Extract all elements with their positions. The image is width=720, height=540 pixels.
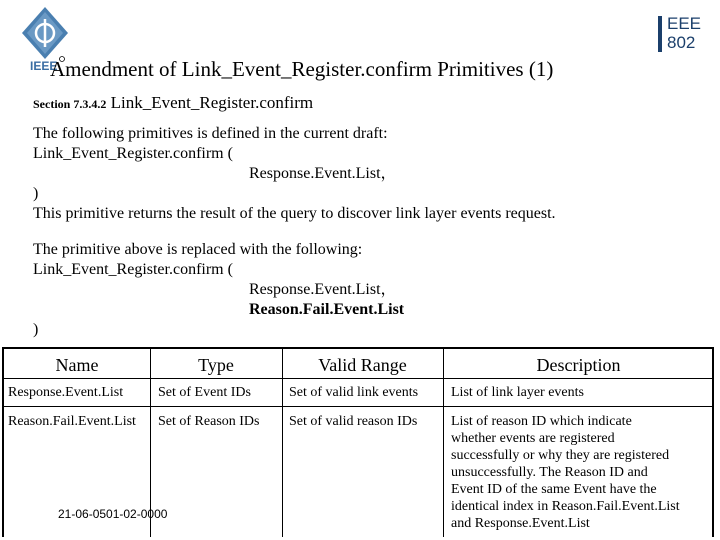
current-draft-intro: The following primitives is defined in the current draft:: [33, 125, 388, 142]
table-header-name: Name: [55, 355, 99, 375]
table-header-description: Description: [536, 355, 621, 375]
current-draft-signature: Link_Event_Register.confirm (: [33, 145, 233, 162]
table-header-type: Type: [198, 355, 234, 375]
table-header-range: Valid Range: [318, 355, 407, 375]
ieee802-logo: [658, 14, 702, 54]
ieee802-bar: [658, 16, 662, 52]
ieee-logo-text: IEEE: [30, 59, 58, 73]
replacement-param-2: Reason.Fail.Event.List: [249, 301, 405, 318]
table-row-divider: [4, 378, 712, 379]
table-row-2-type: Set of Reason IDs: [158, 414, 260, 429]
description-line: whether events are registered: [451, 431, 615, 446]
current-draft-param: Response.Event.List，: [249, 165, 397, 182]
description-line: List of reason ID which indicate: [451, 414, 632, 429]
replacement-close: ): [33, 321, 39, 338]
section-heading: [33, 93, 313, 113]
table-row-1-name: Response.Event.List: [8, 385, 124, 400]
table-row-2-description: [451, 413, 713, 532]
description-line: and Response.Event.List: [451, 516, 590, 531]
description-line: identical index in Reason.Fail.Event.List: [451, 499, 680, 514]
table-row-2-name: Reason.Fail.Event.List: [8, 414, 136, 429]
current-draft-block: [33, 124, 713, 224]
replacement-block: [33, 240, 713, 340]
section-number: Section 7.3.4.2: [33, 97, 107, 111]
replacement-intro: The primitive above is replaced with the following:: [33, 241, 363, 258]
document-code: 21-06-0501-02-0000: [58, 507, 168, 521]
current-draft-description: This primitive returns the result of the query to discover link layer events request.: [33, 205, 556, 222]
slide-title: Amendment of Link_Event_Register.confirm Primitives (1): [50, 57, 554, 81]
current-draft-close: ): [33, 185, 39, 202]
section-name: Link_Event_Register.confirm: [110, 93, 314, 112]
replacement-signature: Link_Event_Register.confirm (: [33, 261, 233, 278]
table-row-1-description: List of link layer events: [451, 385, 584, 400]
replacement-param-1: Response.Event.List，: [249, 281, 397, 298]
ieee802-line-1: EEE: [667, 14, 702, 33]
description-line: unsuccessfully. The Reason ID and: [451, 465, 648, 480]
description-line: successfully or why they are registered: [451, 448, 670, 463]
ieee802-line-2: 802: [667, 33, 696, 52]
table-row-2-range: Set of valid reason IDs: [289, 414, 418, 429]
table-row-1-type: Set of Event IDs: [158, 385, 251, 400]
table-row-1-range: Set of valid link events: [289, 385, 419, 400]
description-line: Event ID of the same Event have the: [451, 482, 657, 497]
table-row-divider: [4, 406, 712, 407]
